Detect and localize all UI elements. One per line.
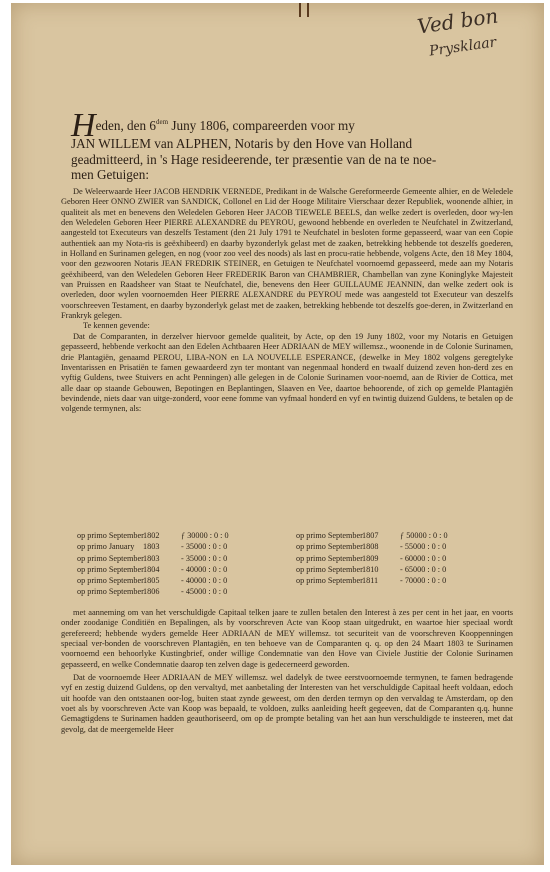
term-amount: - 45000 : 0 : 0 — [181, 587, 228, 597]
schedule-row — [77, 553, 229, 564]
term-amount: - 70000 : 0 : 0 — [400, 576, 447, 586]
term-amount: - 65000 : 0 : 0 — [400, 564, 447, 574]
tear-mark — [307, 3, 309, 17]
term-label: op primo September — [77, 564, 144, 574]
schedule-row — [77, 575, 229, 586]
term-amount: - 40000 : 0 : 0 — [181, 564, 228, 574]
term-year: 1802 — [143, 531, 160, 540]
payment-schedule-left — [77, 530, 229, 598]
term-label: op primo September — [296, 531, 363, 540]
term-year: 1804 — [143, 564, 160, 574]
term-label: op primo January — [77, 542, 135, 552]
schedule-row — [77, 564, 229, 575]
paragraph: met aanneming om van het verschuldigde Capitaal telken jaare te zullen betalen den Interest à zes per cent in het jaar, en voorts onder zoodanige Conditiën en Bepalingen, als by voorschreven Acte van Koop staan uitgedrukt, en waartoe hier speciaal wordt gerefereerd; hebbende wyders gemelde Heer ADRIAAN de MEY willemsz. tot securiteit van de voorschreven Kooppenningen speciaal ver-bonden de voorschreven Plantagiën, en ten behoeve van de Comparanten q. q. op den 24 Maart 1803 te Surinamen voornoemd een behoorlyke Kustingbrief, onder willige Condemnatie van den Hove van Civiele Justitie der Colonie Surinamen gepasseerd, en welke Condemnatie daarop ten zelven dage is gedecerneerd geworden. — [61, 608, 513, 669]
term-label: op primo September — [77, 553, 144, 563]
paragraph: Dat de voornoemde Heer ADRIAAN de MEY willemsz. wel dadelyk de twee eerstvoornoemde termynen, te famen bedragende vyf en zestig duizend Guldens, op den vervaltyd, met aanbetaling der Interesten van het verschuldigde Capitaal heeft voldaan, edoch uit hoofde van den ontstaanen oor-log, buiten staat zynde geweest, om den derden termyn op den vervaldag te Amsterdam, op den voet als by voorschreven Acte van Koop was bepaald, te voldoen, zulks aanleiding heeft gegeeven, dat de Comparanten q.q. hunne Gemagtigdens te Surinamen hadden geauthoriseerd, om op de prompte betaling van het aan hun verschuldigde te insteeren, met dat gevolg, dat de meergemelde Heer — [61, 673, 513, 734]
term-year: 1805 — [143, 576, 160, 586]
term-amount: - 55000 : 0 : 0 — [400, 542, 447, 552]
document-body — [61, 187, 513, 415]
term-amount: - 35000 : 0 : 0 — [181, 553, 228, 563]
term-year: 1806 — [143, 587, 160, 597]
term-label: op primo September — [296, 564, 363, 574]
schedule-row — [296, 541, 448, 552]
document-heading — [71, 107, 511, 183]
term-amount: ƒ 30000 : 0 : 0 — [181, 531, 229, 540]
schedule-row — [77, 586, 229, 597]
schedule-row — [296, 553, 448, 564]
handwritten-signature: Prysklaar — [428, 34, 498, 60]
term-label: op primo September — [296, 576, 363, 586]
term-amount: - 60000 : 0 : 0 — [400, 553, 447, 563]
term-year: 1803 — [143, 553, 160, 563]
heading-superscript: dem — [155, 118, 169, 126]
document-body-continued — [61, 608, 513, 735]
heading-initial: H — [71, 107, 96, 144]
paragraph: Te kennen gevende: — [83, 321, 150, 331]
term-amount: - 35000 : 0 : 0 — [181, 542, 228, 552]
payment-schedule-right — [296, 530, 448, 586]
term-year: 1808 — [362, 542, 379, 552]
term-label: op primo September — [77, 587, 144, 597]
schedule-row — [77, 530, 229, 541]
heading-line: men Getuigen: — [71, 167, 150, 183]
term-year: 1811 — [362, 576, 379, 586]
heading-line: Juny 1806, compareerden voor my — [168, 118, 355, 133]
term-year: 1810 — [362, 564, 379, 574]
schedule-row — [77, 541, 229, 552]
term-label: op primo September — [77, 576, 144, 586]
term-label: op primo September — [296, 542, 363, 552]
term-label: op primo September — [77, 531, 144, 540]
handwritten-signature: Ved bon — [415, 3, 500, 39]
term-year: 1807 — [362, 531, 379, 540]
document-sheet — [11, 3, 544, 865]
heading-line: JAN WILLEM van ALPHEN, Notaris by den Hove van Holland — [71, 136, 413, 151]
term-year: 1809 — [362, 553, 379, 563]
term-year: 1803 — [143, 542, 160, 552]
schedule-row — [296, 564, 448, 575]
term-label: op primo September — [296, 553, 363, 563]
heading-line: geadmitteerd, in 's Hage residеerende, ter præsentie van de na te noe- — [71, 151, 437, 167]
term-amount: - 40000 : 0 : 0 — [181, 576, 228, 586]
paragraph: De Weleerwaarde Heer JACOB HENDRIK VERNEDE, Predikant in de Walsche Gereformeerde Gemeente alhier, en de Weledele Geboren Heer ONNO ZWIER van SANDICK, Collonel en Lid der Hooge Militaire Vierschaar dezer Republiek, woonende alhier, in qualiteit als met en benevens den Weledelen Geboren Heer JACOB TIEWELE BEELS, dan welke zedert is overleden, door wy-len den Weledelen Geboren Heer PIERRE ALEXANDRE du PEYROU, gewoond hebbende en overleden te Neufchatel in Zwitzerland, aangesteld tot Executeurs van deszelfs Testament (den 21 July 1791 te Neufchatel in besloten forme gepasseerd, waar van een Copie authentiek aan my Nota-ris is geëxhibeerd) en daarby byzonderlyk gelast met de zaaken, betrekking hebbende tot deszelfs goederen, in Holland en Surinamen gelegen, en nog (voor zoo veel des noods) als last en procu-ratie hebbende, volgens Acte, den 18 Mey 1804, voor den gezwooren Notaris JEAN FREDRIK STEINER, en Getuigen te Neufchatel voornoemd gepasseerd, mede aan my Notaris geëxhibeerd, van den Weledelen Geboren Heer FREDERIK Baron van CHAMBRIER, Chambellan van zyne Koninglyke Majesteit van Pruissen en Raadsheer van Staat te Neufchatel, die, benevens den Heer GUILLAUME JEANNIN, dan welke zedert ook is overleden, door wylen voornoemden Heer PIERRE ALEXANDRE du PEYROU mede was aangesteld tot Executeur van deszelfs voorschreeven Testament, en daarby byzonderlyk gelast met de zaaken, betrekking hebbende tot deszelfs goe-deren, in Zwitzerland en Frankryk gelegen. — [61, 187, 513, 321]
schedule-row — [296, 530, 448, 541]
term-amount: ƒ 50000 : 0 : 0 — [400, 531, 448, 540]
heading-line: eden, den 6 — [95, 118, 156, 133]
paragraph: Dat de Comparanten, in derzelver hiervoor gemelde qualiteit, by Acte, op den 19 Juny 1802, voor my Notaris en Getuigen gepasseerd, hebbende verkocht aan den Edelen Achtbaaren Heer ADRIAAN de MEY willemsz., woonende in de Colonie Surinamen, drie Plantagiën, genaamd PEROU, LIBA-NON en LA NOUVELLE ESPERANCE, (dewelke in Mey 1802 volgens geregtelyke Inventarissen en Prisatiën te famen gewaardeerd zyn ter montant van negenmaal honderd en twaalf duizend zeven hon-derd zes en vyftig Guldens, twee Stuivers en acht Penningen) alle gelegen in de Colonie Surinamen voor-noemd, aan de Rivier de Cottica, met alle daar op staande Gebouwen, Bepotingen en Beplantingen, Slaaven en Vee, daartoe behoorende, of zich op gemelde Plantagiën bevindende, niets daar van uitge-zonderd, voor eene fomme van vyfmaal honderd en vyf en twintig duizend Guldens, te betalen op de volgende termynen, als: — [61, 331, 513, 414]
schedule-row — [296, 575, 448, 586]
tear-mark — [299, 3, 301, 17]
